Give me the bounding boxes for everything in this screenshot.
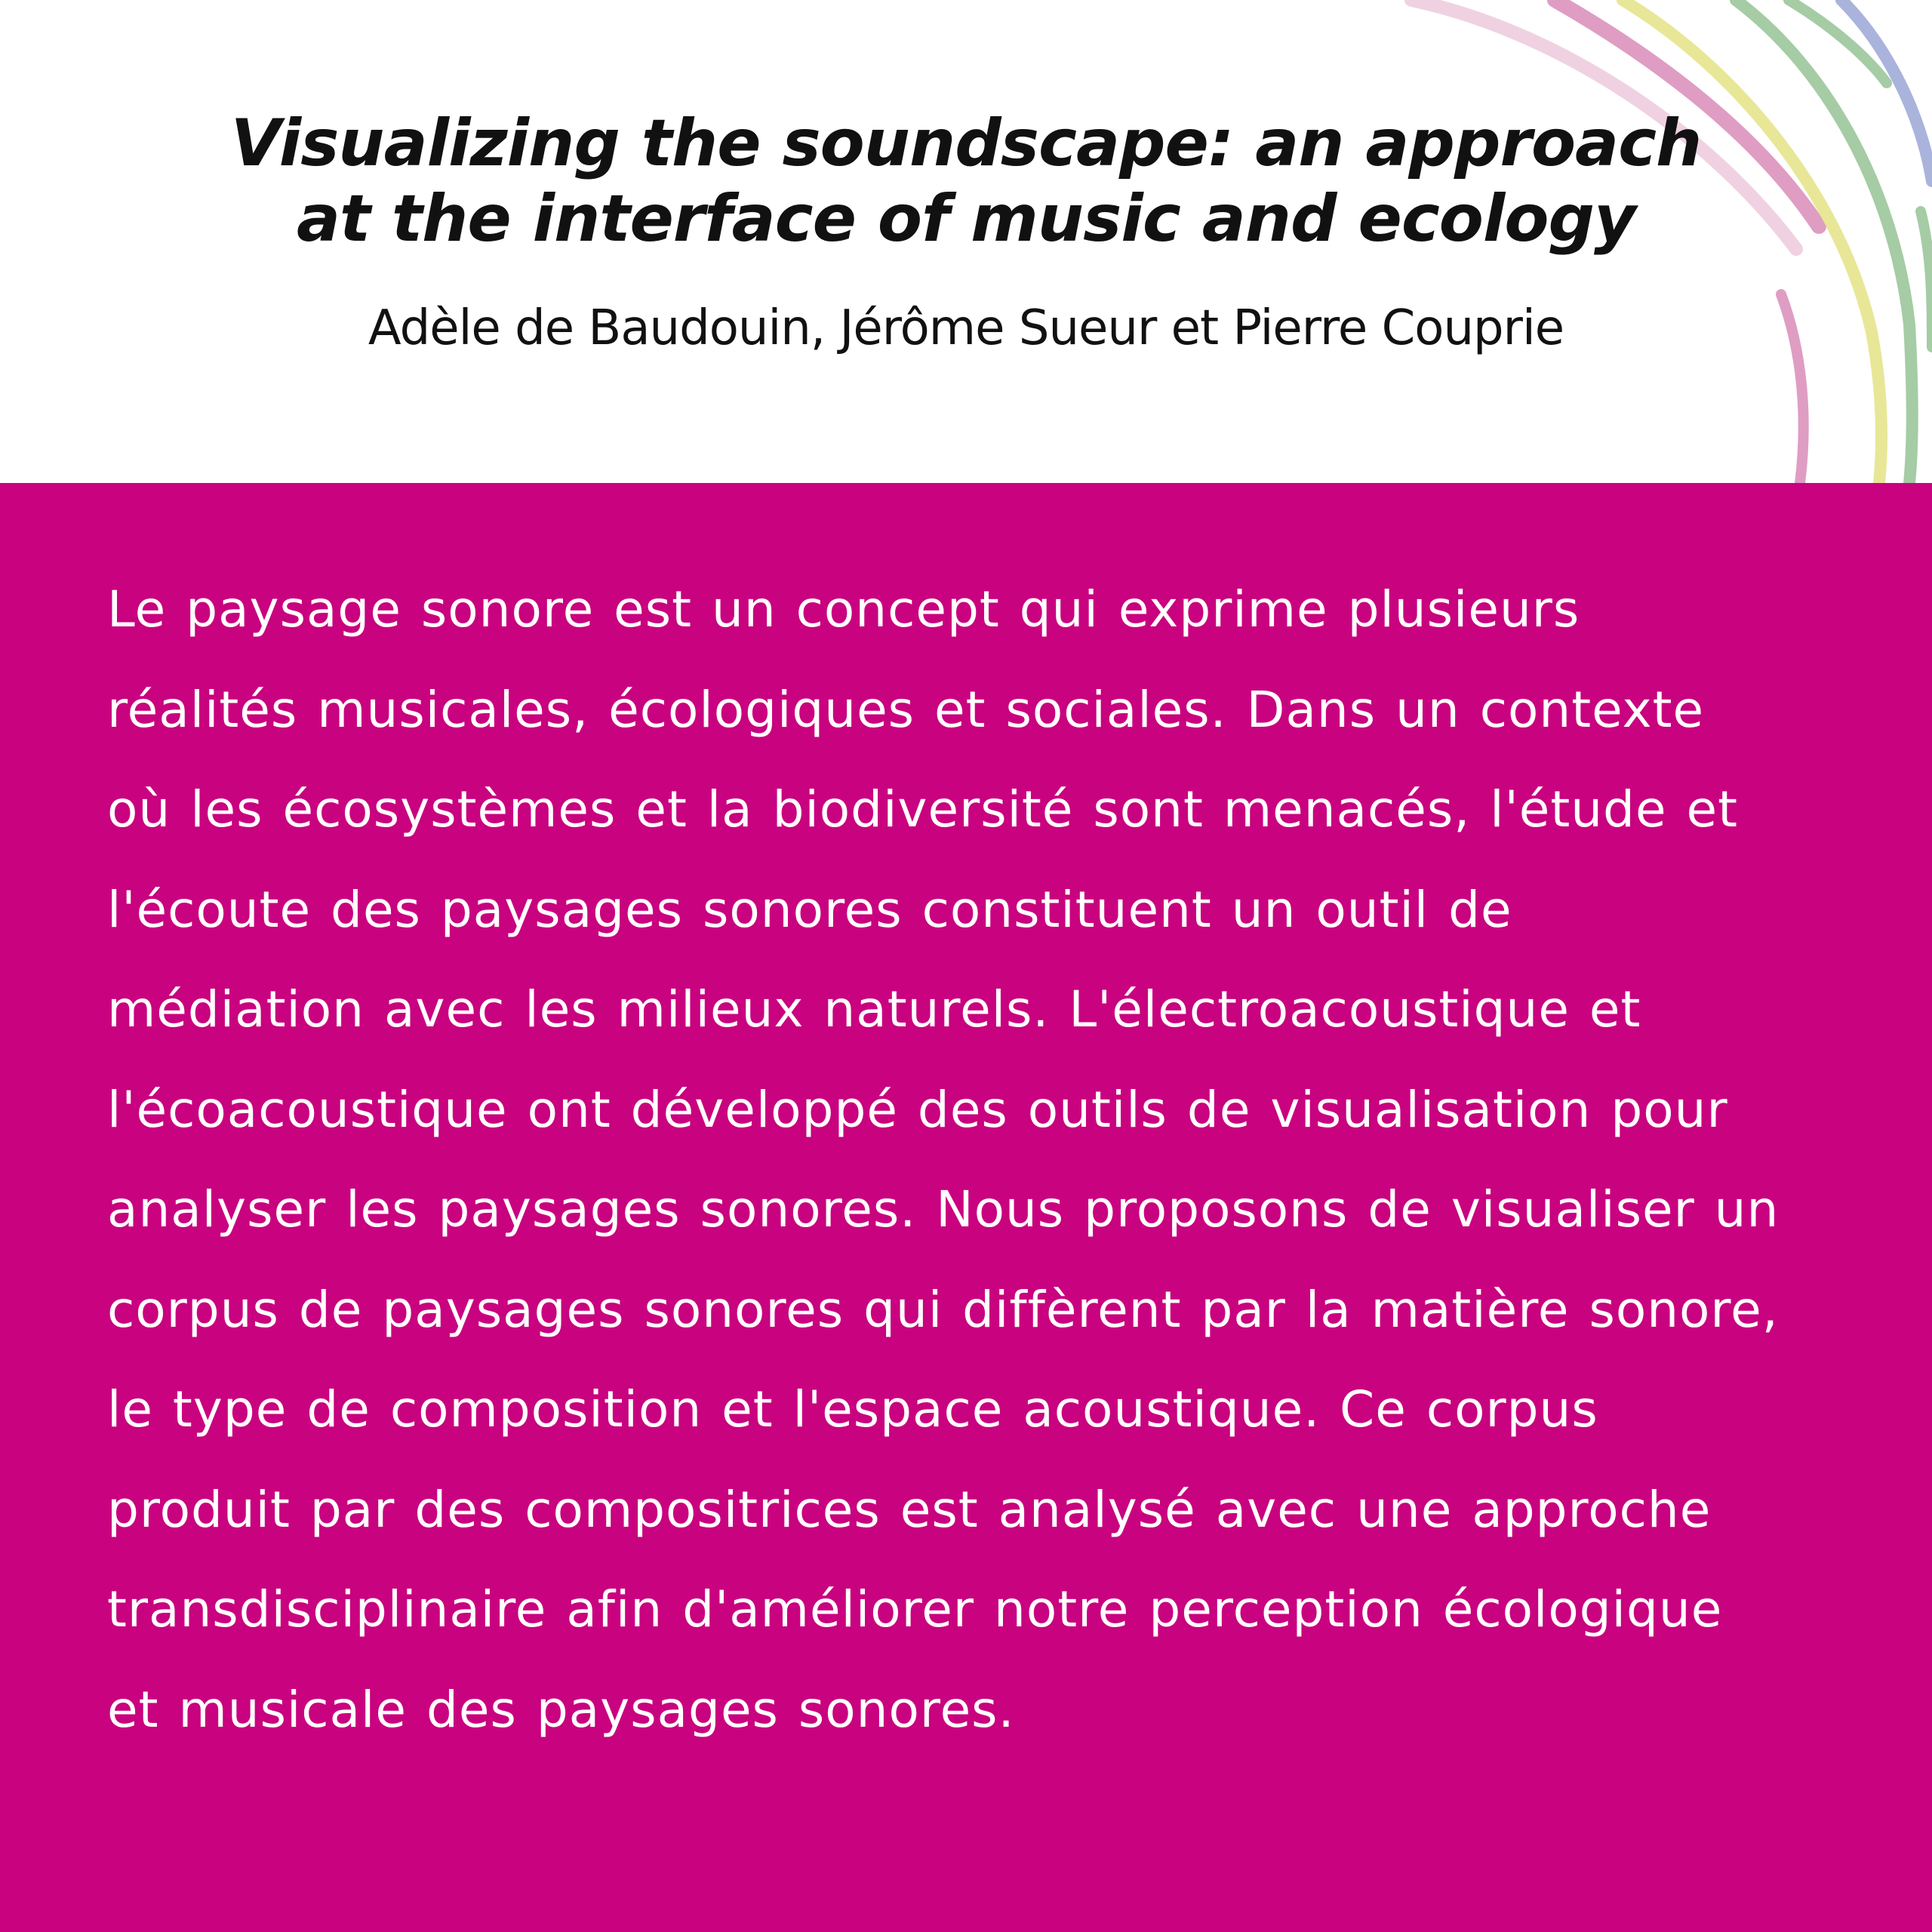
title-line: Visualizing the soundscape: an approach <box>230 106 1702 181</box>
abstract-panel <box>0 483 1932 1932</box>
header <box>0 0 1932 483</box>
abstract-line: l'écoacoustique ont développé des outils de visualisation pour <box>107 1080 1728 1139</box>
abstract-line: où les écosystèmes et la biodiversité sont menacés, l'étude et <box>107 780 1739 838</box>
abstract-line: le type de composition et l'espace acoustique. Ce corpus <box>107 1380 1598 1438</box>
abstract-line: transdisciplinaire afin d'améliorer notre perception écologique <box>107 1580 1723 1638</box>
authors: Adèle de Baudouin, Jérôme Sueur et Pierre Couprie <box>368 300 1564 356</box>
abstract-line: corpus de paysages sonores qui diffèrent par la matière sonore, <box>107 1280 1779 1339</box>
abstract-line: Le paysage sonore est un concept qui exprime plusieurs <box>107 580 1580 638</box>
abstract-text <box>107 560 1866 1760</box>
article-title <box>0 106 1932 257</box>
abstract-line: médiation avec les milieux naturels. L'électroacoustique et <box>107 980 1641 1038</box>
abstract-line: réalités musicales, écologiques et sociales. Dans un contexte <box>107 680 1705 739</box>
abstract-line: et musicale des paysages sonores. <box>107 1680 1015 1739</box>
title-line: at the interface of music and ecology <box>296 181 1636 257</box>
abstract-line: analyser les paysages sonores. Nous proposons de visualiser un <box>107 1180 1780 1238</box>
abstract-line: l'écoute des paysages sonores constituent un outil de <box>107 880 1512 939</box>
abstract-line: produit par des compositrices est analysé avec une approche <box>107 1480 1712 1539</box>
